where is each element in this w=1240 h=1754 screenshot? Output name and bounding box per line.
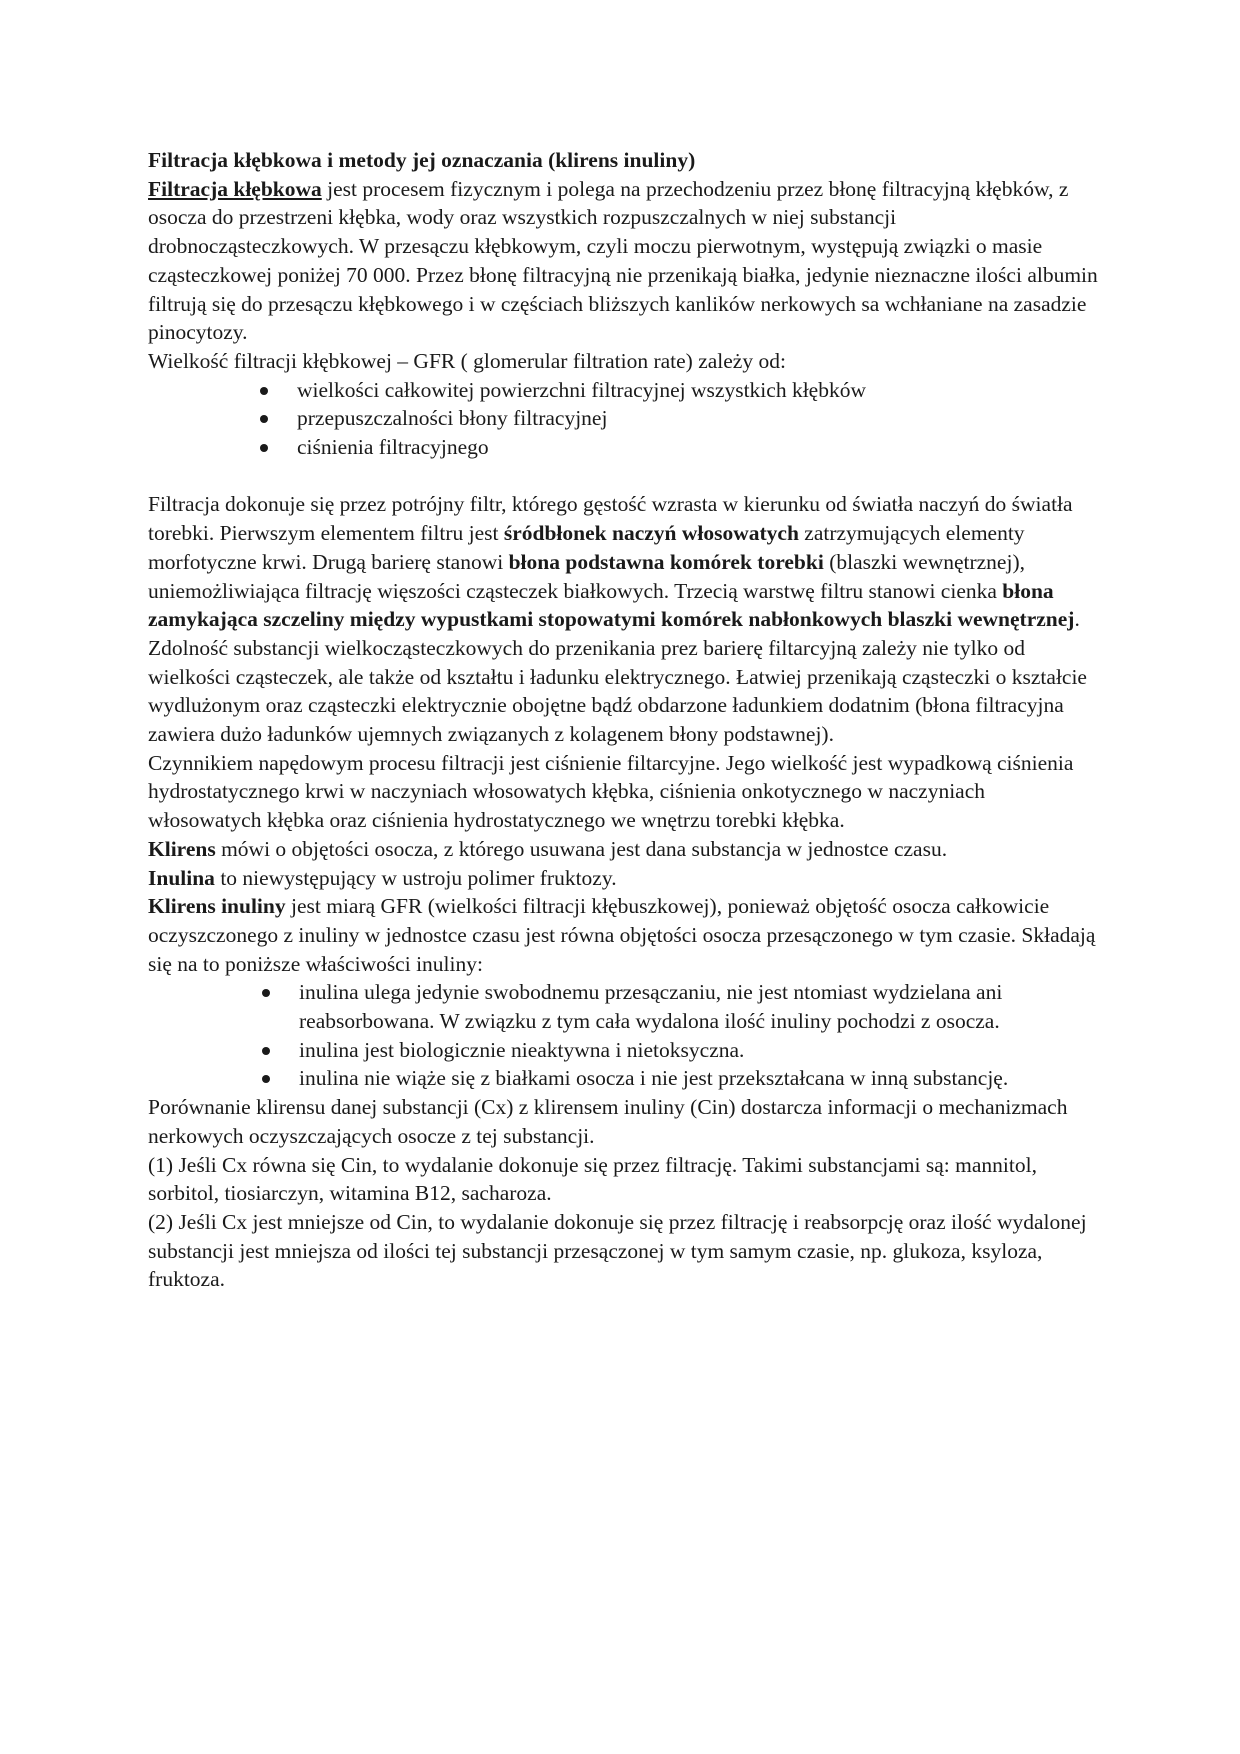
list-item: [148, 404, 1098, 433]
document-title: Filtracja kłębkowa i metody jej oznaczania (klirens inuliny): [148, 148, 696, 172]
paragraph-permeability: Zdolność substancji wielkocząsteczkowych do przenikania prez barierę filtarcyjną zależy nie tylko od wielkości cząsteczek, ale także od kształtu i ładunku elektrycznego. Łatwiej przenikają cząsteczki o kształcie wydlużonym oraz cząsteczki elektrycznie obojętne bądź obdarzone ładunkiem dodatnim (błona filtracyjna zawiera dużo ładunków ujemnych związanych z kolagenem błony podstawnej).: [148, 635, 1087, 747]
filter-text-3: (blaszki wewnętrznej), uniemożliwiająca filtrację więszości cząsteczek białkowych. Trzecią warstwę filtru stanowi cienka: [148, 549, 1025, 603]
intro-text: jest procesem fizycznym i polega na przechodzeniu przez błonę filtracyjną kłębków, z osocza do przestrzeni kłębka, wody oraz wszystkich rozpuszczalnych w niej substancji drobnocząsteczkowych. W przesączu kłębkowym, czyli moczu pierwotnym, występują związki o masie cząsteczkowej poniżej 70 000. Przez błonę filtracyjną nie przenikają białka, jedynie nieznaczne ilości albumin filtrują się do przesączu kłębkowego i w częściach bliższych kanlików nerkowych sa wchłaniane na zasadzie pinocytozy.: [148, 176, 1098, 345]
empty-line: [148, 462, 1098, 491]
paragraph-pressure: Czynnikiem napędowym procesu filtracji jest ciśnienie filtarcyjne. Jego wielkość jest wypadkową ciśnienia hydrostatycznego krwi w naczyniach włosowatych kłębka, ciśnienia onkotycznego w naczyniach włosowatych kłębka oraz ciśnienia hydrostatycznego we wnętrzu torebki kłębka.: [148, 750, 1074, 833]
list-item: [148, 1064, 1098, 1093]
filter-bold-2: błona podstawna komórek torebki: [508, 549, 824, 574]
paragraph-clearance: [148, 835, 1098, 864]
clearance-text: mówi o objętości osocza, z którego usuwana jest dana substancja w jednostce czasu.: [215, 836, 948, 861]
list-item-text: inulina ulega jedynie swobodnemu przesączaniu, nie jest ntomiast wydzielana ani reabsorbowana. W związku z tym cała wydalona ilość inuliny pochodzi z osocza.: [299, 980, 1003, 1034]
filter-text-1: Filtracja dokonuje się przez potrójny filtr, którego gęstość wzrasta w kierunku od światła naczyń do światła torebki. Pierwszym elementem filtru jest: [148, 492, 1073, 546]
paragraph-inulin-clearance: [148, 892, 1098, 978]
list-item-text: wielkości całkowitej powierzchni filtracyjnej wszystkich kłębków: [297, 377, 866, 402]
clearance-lead-term: Klirens: [148, 836, 216, 861]
bullet-icon: [260, 444, 268, 452]
paragraph-inulin: [148, 864, 1098, 893]
bullet-icon: [260, 415, 268, 423]
paragraph-filter: [148, 490, 1098, 634]
list-item: [148, 978, 1098, 1035]
bullet-icon: [260, 387, 268, 395]
intro-lead-term: Filtracja kłębkowa: [148, 176, 322, 201]
paragraph-comparison: Porównanie klirensu danej substancji (Cx) z klirensem inuliny (Cin) dostarcza informacji o mechanizmach nerkowych oczyszczających osocze z tej substancji.: [148, 1095, 1068, 1148]
bullet-icon: [262, 989, 270, 997]
list-item: [148, 376, 1098, 405]
paragraph-intro: [148, 175, 1098, 347]
list-item-text: inulina nie wiąże się z białkami osocza i nie jest przekształcana w inną substancję.: [299, 1066, 1009, 1091]
inulin-text: to niewystępujący w ustroju polimer fruktozy.: [214, 865, 617, 890]
bullet-icon: [262, 1047, 270, 1055]
gfr-factors-list: [148, 376, 1098, 462]
inulin-clearance-text: jest miarą GFR (wielkości filtracji kłębuszkowej), ponieważ objętość osocza całkowicie oczyszczonego z inuliny w jednostce czasu jest równa objętości osocza przesączonego w tym czasie. Składają się na to poniższe właściwości inuliny:: [148, 894, 1096, 976]
list-item-text: ciśnienia filtracyjnego: [297, 435, 489, 460]
list-item: [148, 1036, 1098, 1065]
list-item-text: przepuszczalności błony filtracyjnej: [297, 406, 608, 431]
inulin-clearance-lead-term: Klirens inuliny: [148, 894, 286, 919]
list-item: [148, 433, 1098, 462]
bullet-icon: [262, 1075, 270, 1083]
list-item-text: inulina jest biologicznie nieaktywna i nietoksyczna.: [299, 1037, 745, 1062]
filter-text-2: zatrzymujących elementy morfotyczne krwi. Drugą barierę stanowi: [148, 521, 1025, 574]
inulin-properties-list: [148, 978, 1098, 1093]
inulin-lead-term: Inulina: [148, 865, 215, 890]
filter-bold-1: śródbłonek naczyń włosowatych: [503, 521, 799, 546]
paragraph-case-1: (1) Jeśli Cx równa się Cin, to wydalanie dokonuje się przez filtrację. Takimi substancjami są: mannitol, sorbitol, tiosiarczyn, witamina B12, sacharoza.: [148, 1152, 1037, 1206]
paragraph-case-2: (2) Jeśli Cx jest mniejsze od Cin, to wydalanie dokonuje się przez filtrację i reabsorpcję oraz ilość wydalonej substancji jest mniejsza od ilości tej substancji przesączonej w tym samym czasie, np. glukoza, ksyloza, fruktoza.: [148, 1210, 1087, 1292]
filter-bold-3: błona zamykająca szczeliny między wypustkami stopowatymi komórek nabłonkowych blaszki wewnętrznej: [148, 578, 1075, 632]
paragraph-gfr: Wielkość filtracji kłębkowej – GFR ( glomerular filtration rate) zależy od:: [148, 348, 786, 373]
filter-text-4: .: [1074, 607, 1080, 632]
document-body: [148, 146, 1098, 1294]
